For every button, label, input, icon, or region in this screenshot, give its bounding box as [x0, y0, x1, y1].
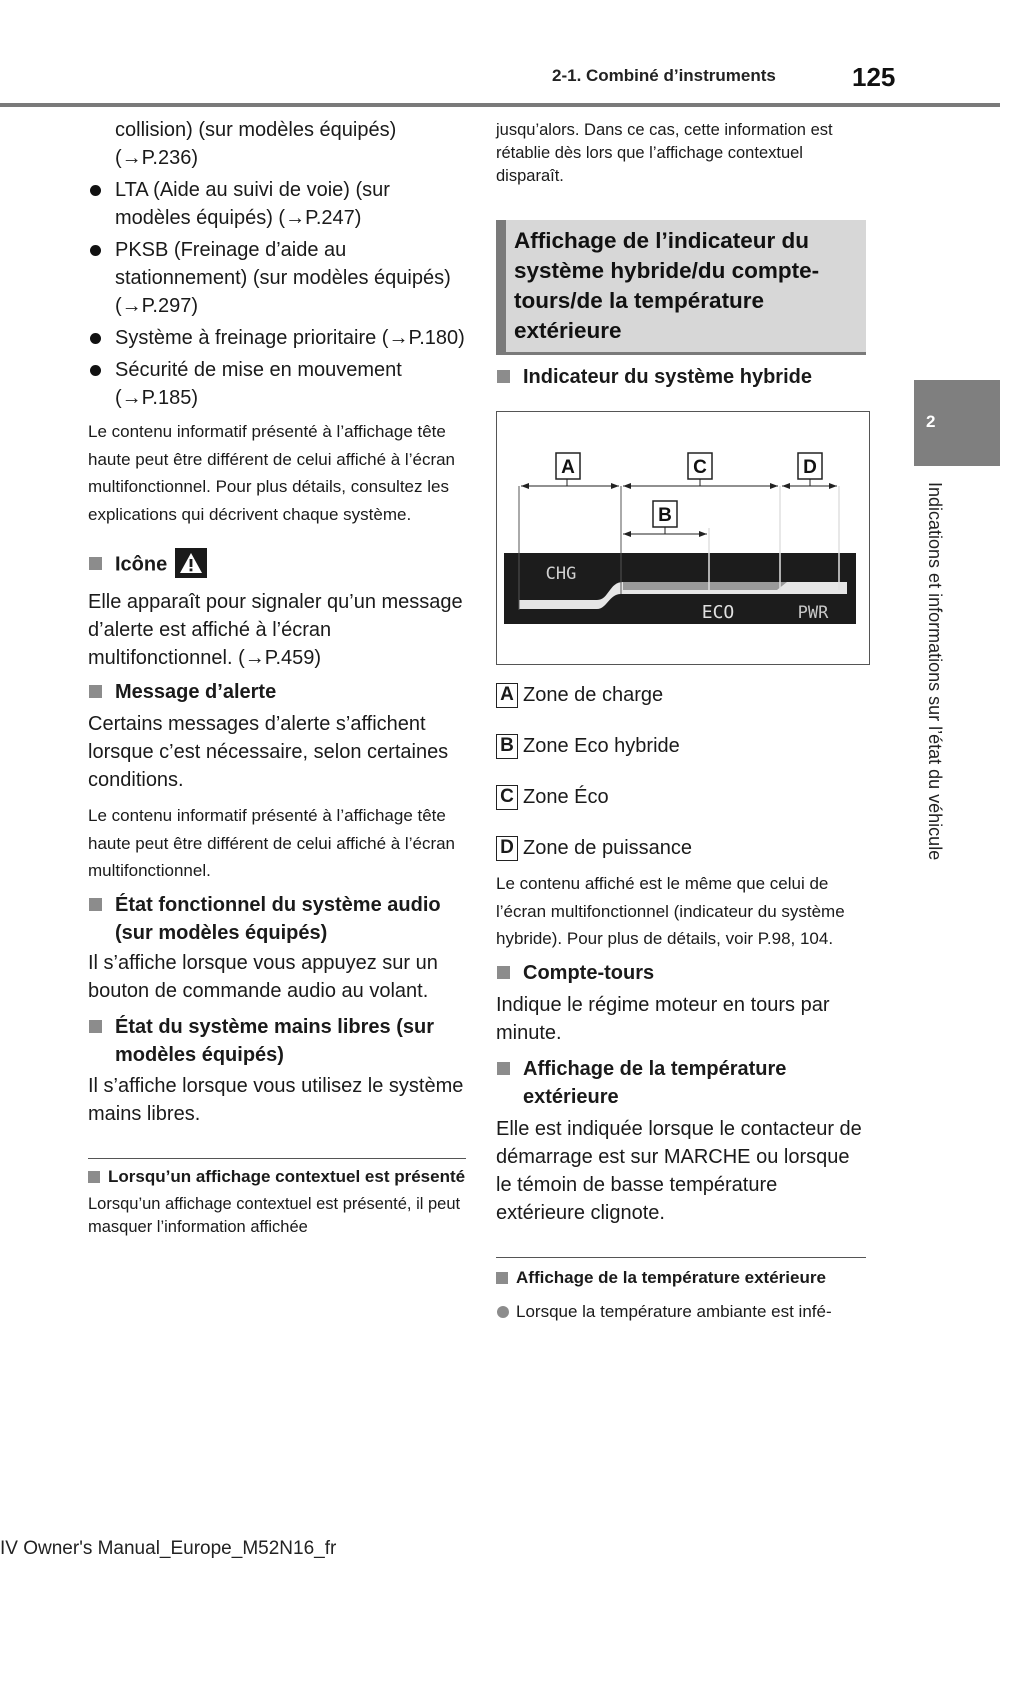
diagram-label-b: B: [658, 505, 672, 526]
hybrid-indicator-diagram: [496, 411, 870, 665]
zone-row: [496, 681, 866, 709]
hybrid-note: Le contenu affiché est le même que celui de l’écran multifonctionnel (indicateur du système hybride). Pour plus de détails, voir P.98, 104.: [496, 874, 845, 948]
temp-heading: Affichage de la température extérieure: [496, 1055, 866, 1111]
diagram-label-d: D: [803, 457, 817, 478]
zone-row: [496, 834, 866, 862]
list-item: Système à freinage prioritaire (→P.180): [88, 324, 466, 352]
icon-heading: Icône: [88, 550, 466, 580]
zone-legend: [496, 681, 866, 862]
pwr-label: PWR: [797, 603, 829, 623]
popup-heading: Lorsqu’un affichage contextuel est présenté: [88, 1166, 466, 1188]
note-text-2: Le contenu informatif présenté à l’affichage tête haute peut être différent de celui affiché à l’écran multifonctionnel.: [88, 806, 456, 880]
left-column: [88, 116, 466, 1239]
zone-label: Zone de puissance: [523, 837, 693, 859]
alert-heading: Message d’alerte: [88, 678, 466, 706]
zone-letter: B: [496, 734, 518, 759]
list-item: PKSB (Freinage d’aide au stationnement) (sur modèles équipés) (→P.297): [88, 236, 466, 320]
continued-line-ref: (→P.236): [115, 147, 199, 169]
footer-text: IV Owner's Manual_Europe_M52N16_fr: [0, 1538, 337, 1559]
zone-label: Zone Eco hybride: [523, 735, 680, 757]
hybrid-indicator-illustration: [497, 412, 869, 664]
tach-text: Indique le régime moteur en tours par minute.: [496, 993, 830, 1044]
alert-text: Certains messages d’alerte s’affichent lorsque c’est nécessaire, selon certaines conditions.: [88, 713, 449, 791]
zone-letter: D: [496, 836, 518, 861]
header-rule: [0, 103, 1000, 107]
icon-text: Elle apparaît pour signaler qu’un message d’alerte est affiché à l’écran multifonctionnel. (→P.459): [88, 591, 463, 669]
chg-label: CHG: [545, 564, 577, 584]
zone-letter: A: [496, 683, 518, 708]
feature-list: [88, 176, 466, 412]
continued-line: collision) (sur modèles équipés): [115, 119, 397, 141]
diagram-label-c: C: [693, 457, 707, 478]
note-text: Le contenu informatif présenté à l’affichage tête haute peut être différent de celui affiché à l’écran multifonctionnel. Pour plus détails, consultez les explications qui décrivent chaque système.: [88, 422, 456, 524]
chapter-number: 2: [926, 412, 936, 431]
handsfree-heading: État du système mains libres (sur modèles équipés): [88, 1013, 466, 1069]
section-header: 2-1. Combiné d’instruments: [552, 66, 776, 85]
audio-heading: État fonctionnel du système audio (sur modèles équipés): [88, 891, 466, 947]
zone-row: [496, 783, 866, 811]
audio-text: Il s’affiche lorsque vous appuyez sur un bouton de commande audio au volant.: [88, 951, 438, 1002]
divider: [496, 1257, 866, 1258]
temp-text: Elle est indiquée lorsque le contacteur de démarrage est sur MARCHE ou lorsque le témoin de basse température extérieure clignote.: [496, 1117, 862, 1224]
section-title: Affichage de l’indicateur du système hybride/du compte-tours/de la température extérieure: [496, 220, 866, 355]
divider: [88, 1158, 466, 1159]
continued-text: jusqu’alors. Dans ce cas, cette information est rétablie dès lors que l’affichage contextuel disparaît.: [496, 121, 833, 185]
zone-letter: C: [496, 785, 518, 810]
eco-label: ECO: [701, 602, 735, 623]
hybrid-heading: Indicateur du système hybride: [496, 363, 866, 391]
page-number: 125: [852, 62, 896, 92]
tach-heading: Compte-tours: [496, 959, 866, 987]
zone-row: [496, 732, 866, 760]
icon-section: [88, 550, 466, 672]
temp-bullet: Lorsque la température ambiante est infé-: [496, 1301, 866, 1323]
zone-label: Zone Éco: [523, 786, 609, 808]
diagram-label-a: A: [561, 457, 575, 478]
warning-triangle-icon: [175, 548, 207, 578]
zone-label: Zone de charge: [523, 684, 664, 706]
list-item: Sécurité de mise en mouvement (→P.185): [88, 356, 466, 412]
right-column: [496, 119, 866, 1323]
temp-sub-heading: Affichage de la température extérieure: [496, 1267, 866, 1289]
popup-text: Lorsqu’un affichage contextuel est présenté, il peut masquer l’information affichée: [88, 1194, 461, 1236]
handsfree-text: Il s’affiche lorsque vous utilisez le système mains libres.: [88, 1074, 464, 1125]
list-item: LTA (Aide au suivi de voie) (sur modèles équipés) (→P.247): [88, 176, 466, 232]
chapter-title: Indications et informations sur l’état du véhicule: [925, 482, 945, 861]
